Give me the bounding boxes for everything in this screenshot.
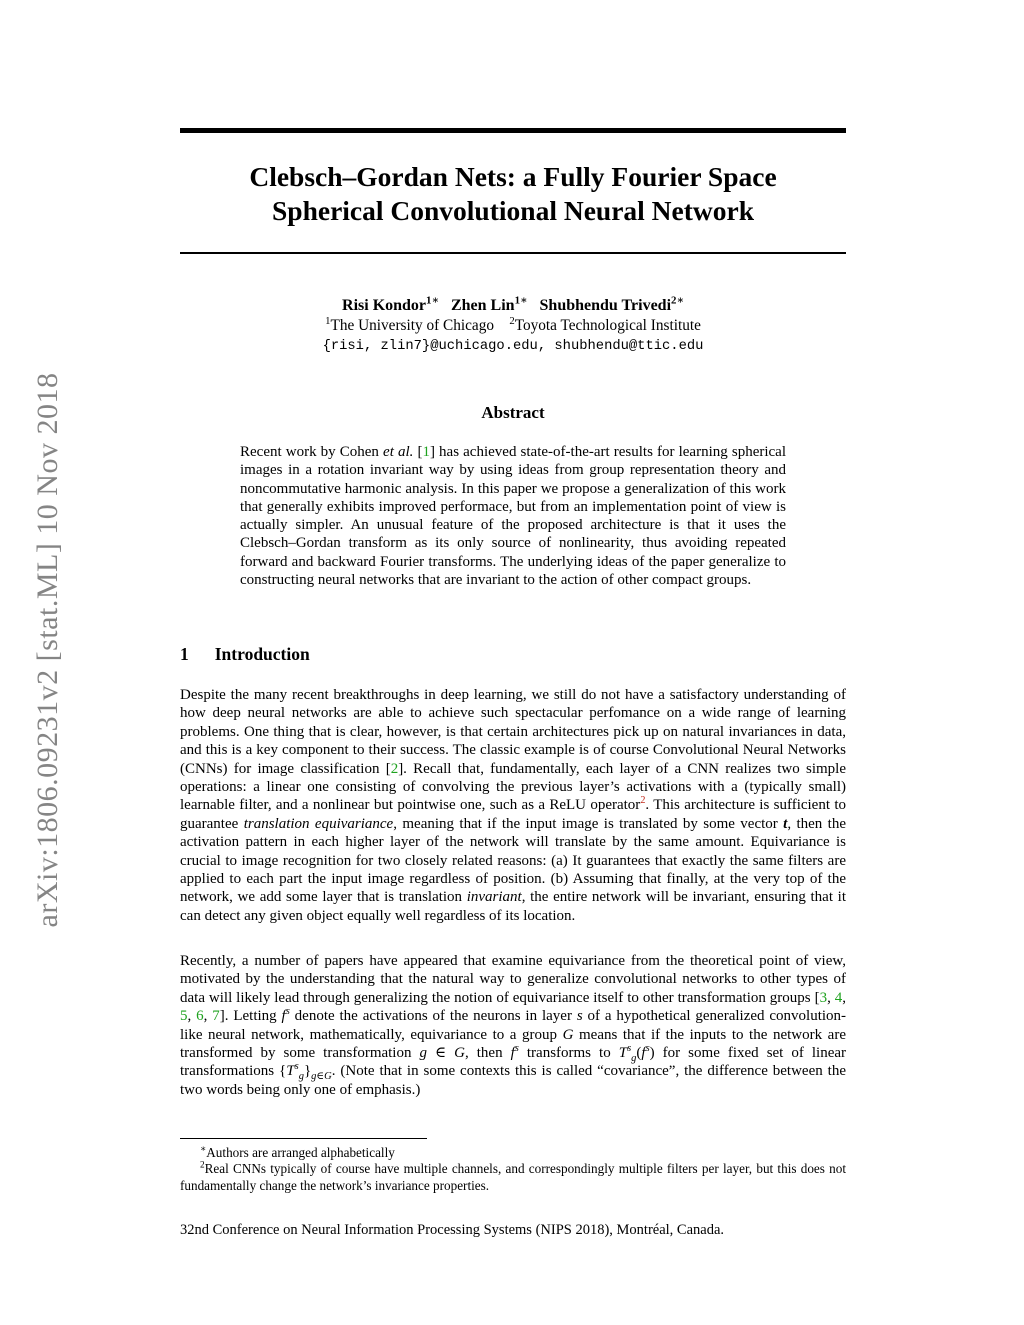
conference-footer: 32nd Conference on Neural Information Processing Systems (NIPS 2018), Montréal, Canada.	[180, 1222, 725, 1238]
text-segment: T	[618, 1045, 628, 1062]
citation-link[interactable]: 5	[180, 1008, 188, 1025]
text-segment: f	[641, 1045, 646, 1062]
text-segment: Despite the many recent breakthroughs in deep learning, we still do not have a satisfactory understanding of how deep neural networks are able to achieve such spectacular perfomance on a wide range of learning problems. One thing that is clear, however, is that certain architectures pick up on natural invariances in data, and this is a key component to their success. The classic example is of course Convolutional Neural Networks (CNNs) for image classification [	[180, 687, 846, 777]
text-segment: 2∗	[671, 294, 684, 307]
section-1-number: 1	[180, 644, 189, 664]
section-1-title: Introduction	[214, 644, 310, 664]
text-segment: Recently, a number of papers have appeared that examine equivariance from the theoretical point of view, motivated by the understanding that the natural way to generalize convolutional networks to other types of data will likely lead through generalizing the notion of equivariance itself to other transformation groups [	[180, 953, 846, 1006]
text-segment: for some fixed set of linear transformations {	[180, 1045, 847, 1080]
emails-line: {risi, zlin7}@uchicago.edu, shubhendu@ttic.edu	[322, 339, 704, 354]
paper-title	[180, 160, 846, 228]
text-segment: et al.	[383, 444, 414, 460]
text-segment: ]. Letting	[219, 1008, 282, 1025]
text-segment: 1∗	[426, 294, 439, 307]
text-segment: , the entire network will be invariant, ensuring that it can detect any given object equally well regardless of its location.	[180, 889, 846, 924]
text-segment: , meaning that if the input image is translated by some vector	[393, 815, 784, 832]
text-segment: invariant	[466, 889, 522, 906]
text-segment: ] has achieved state-of-the-art results for learning spherical images in a rotation invariant way by using ideas from group representation theory and noncommutative harmonic analysis. In this paper we propose a generalization of this work that generally exhibits improved performace, but from an implementation point of view is actually simpler. An unusual feature of the proposed architecture is that it uses the Clebsch–Gordan transform as its only source of nonlinearity, thus avoiding repeated forward and backward Fourier transforms. The underlying ideas of the paper generalize to constructing neural networks that are invariant to the action of other compact groups.	[240, 444, 786, 589]
text-segment: . This architecture is sufficient to guarantee	[180, 797, 847, 832]
affiliations-line	[180, 316, 846, 336]
title-bottom-rule	[180, 252, 846, 254]
citation-link[interactable]: 1	[422, 444, 430, 460]
text-segment: ,	[187, 1008, 197, 1025]
footnote-marker-link[interactable]: 2	[640, 795, 646, 807]
text-segment: G	[562, 1026, 574, 1043]
text-segment: ]. Recall that, fundamentally, each layer of a CNN realizes two simple operations: a linear one consisting of convolving the previous layer’s activations with a (typically small) learnable filter, and a nonlinear but pointwise one, such as a ReLU operator	[180, 760, 846, 814]
text-segment: f	[510, 1045, 515, 1062]
authors-line	[180, 295, 846, 316]
section-1-heading	[180, 644, 846, 665]
text-segment: , then the activation pattern in each higher layer of the network will translate by the same amount. Equivariance is crucial to image recognition for two closely related reasons: (a) It guarantees that exactly the same filters are applied to each part the input image regardless of position. (b) Assuming that finally, at the very top of the network, we add some layer that is translation	[180, 815, 847, 906]
text-segment: g	[419, 1045, 427, 1062]
text-segment: Shubhendu Trivedi	[539, 297, 672, 314]
text-segment: T	[286, 1063, 295, 1080]
footnote-authors	[180, 1145, 846, 1161]
paper-title-line2: Spherical Convolutional Neural Network	[271, 195, 754, 226]
text-segment: 1∗	[514, 294, 528, 307]
text-segment: g	[298, 1071, 304, 1083]
text-segment: Recent work by Cohen	[240, 444, 384, 460]
citation-link[interactable]: 2	[390, 760, 399, 777]
text-segment: }	[303, 1063, 312, 1080]
text-segment: f	[281, 1008, 286, 1025]
text-segment: (	[636, 1045, 642, 1062]
text-segment	[439, 297, 451, 314]
footnote-cnn-channels	[180, 1161, 846, 1194]
text-segment: ,	[842, 989, 846, 1006]
author-block	[180, 295, 846, 357]
text-segment: s	[285, 1006, 290, 1018]
text-segment: ∈	[427, 1045, 455, 1062]
text-segment: s	[514, 1043, 519, 1055]
text-segment: The University of Chicago	[330, 317, 495, 334]
abstract-text	[240, 443, 786, 589]
text-segment	[528, 297, 540, 314]
text-segment: . (Note that in some contexts this is called “covariance”, the difference between the two words being only one of emphasis.)	[180, 1063, 846, 1098]
text-segment: ,	[827, 989, 835, 1006]
text-segment: means that if the inputs to the network are transformed by some transformation	[180, 1026, 846, 1062]
text-segment: s	[645, 1043, 650, 1055]
text-segment: Real CNNs typically of course have multiple channels, and correspondingly multiple filters per layer, but this does not fundamentally change the network’s invariance properties.	[180, 1161, 846, 1193]
intro-paragraph-2	[180, 952, 846, 1099]
text-segment: g	[631, 1053, 637, 1065]
text-segment	[494, 317, 509, 334]
text-segment: Toyota Technological Institute	[514, 317, 701, 334]
text-segment: transforms to	[518, 1045, 619, 1062]
citation-link[interactable]: 4	[834, 989, 843, 1006]
text-segment: Risi Kondor	[342, 297, 427, 314]
footnotes-block	[180, 1145, 846, 1194]
text-segment: g∈G	[311, 1071, 332, 1083]
text-segment: )	[649, 1045, 655, 1062]
text-segment: , then	[464, 1045, 511, 1062]
text-segment: 1	[325, 314, 331, 327]
arxiv-watermark: arXiv:1806.09231v2 [stat.ML] 10 Nov 2018	[31, 372, 64, 928]
text-segment: t	[783, 815, 788, 832]
footnote-rule	[180, 1138, 427, 1139]
citation-link[interactable]: 3	[819, 989, 828, 1006]
text-segment: 2	[509, 314, 515, 327]
text-segment: s	[294, 1061, 299, 1073]
text-segment: [	[413, 444, 423, 460]
abstract-heading: Abstract	[481, 403, 545, 422]
intro-paragraph-1	[180, 686, 846, 925]
text-segment: translation equivariance	[243, 815, 394, 832]
text-segment: Authors are arranged alphabetically	[206, 1145, 395, 1160]
text-segment: ∗	[200, 1143, 207, 1154]
citation-link[interactable]: 6	[196, 1008, 204, 1025]
title-top-rule	[180, 128, 846, 133]
paper-title-line1: Clebsch–Gordan Nets: a Fully Fourier Space	[249, 161, 777, 192]
text-segment: of a hypothetical generalized convolution-like neural network, mathematically, equivariance to a group	[180, 1008, 847, 1043]
text-segment: denote the activations of the neurons in layer	[289, 1008, 577, 1025]
citation-link[interactable]: 7	[212, 1008, 220, 1025]
text-segment: 2	[200, 1160, 205, 1171]
text-segment: G	[454, 1045, 465, 1062]
text-segment: s	[576, 1008, 583, 1025]
text-segment: ,	[203, 1008, 213, 1025]
text-segment: s	[627, 1043, 632, 1055]
text-segment: Zhen Lin	[450, 297, 515, 314]
